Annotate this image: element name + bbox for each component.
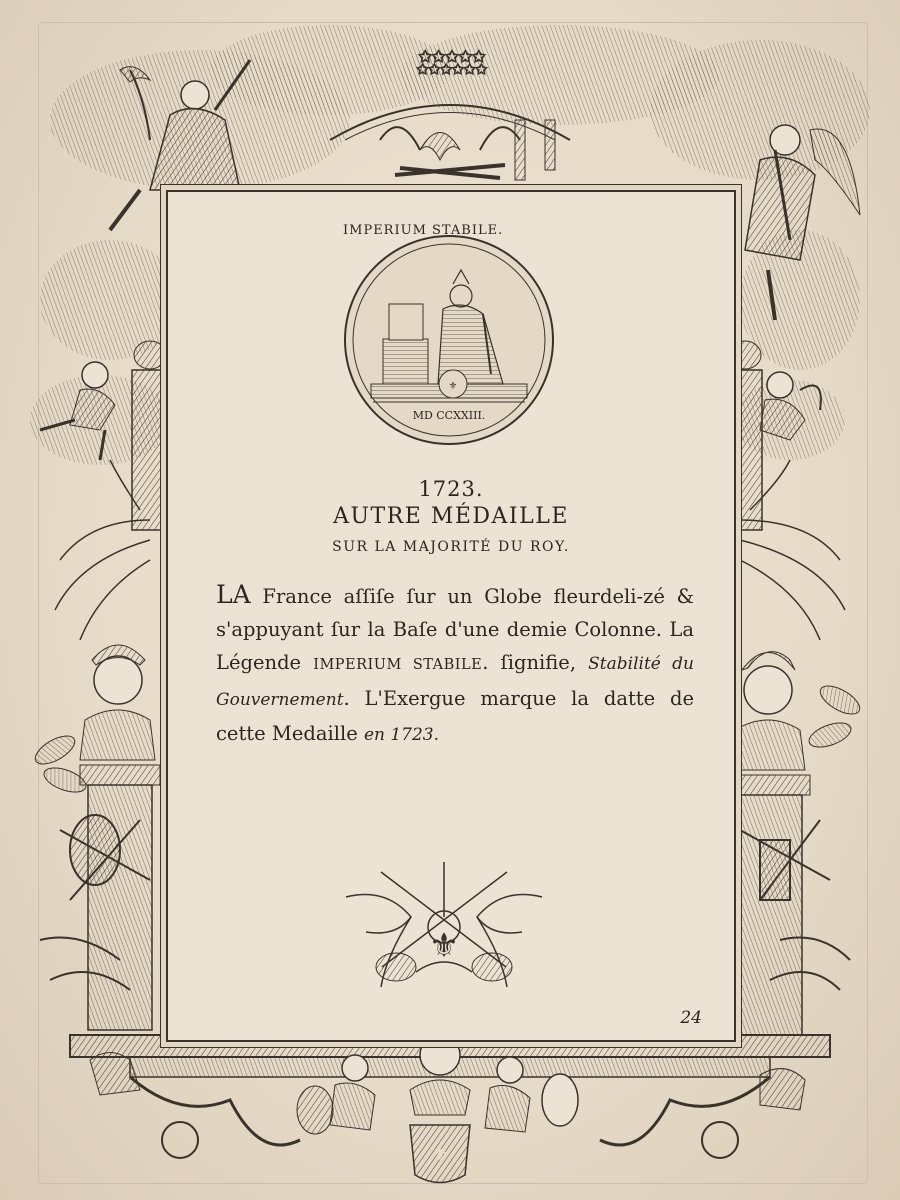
svg-text:⚜: ⚜ bbox=[448, 381, 458, 392]
description-paragraph bbox=[216, 578, 694, 752]
phoenix-on-pyre bbox=[380, 127, 520, 178]
svg-text:✩✩✩✩✩: ✩✩✩✩✩ bbox=[418, 47, 486, 66]
fleur-de-lis-ornament bbox=[326, 857, 562, 997]
legend-caps: IMPERIUM STABILE bbox=[313, 657, 483, 673]
svg-text:⚜: ⚜ bbox=[432, 1145, 448, 1164]
body-part-3: . L'Exergue marque la datte de cette Medaille bbox=[216, 687, 694, 745]
body-part-2: . ſignifie, bbox=[482, 651, 589, 674]
stars-crown bbox=[417, 47, 488, 78]
medal-year: 1723. bbox=[418, 477, 484, 501]
page-number: 24 bbox=[680, 1008, 702, 1028]
svg-text:✩✩✩✩✩✩: ✩✩✩✩✩✩ bbox=[416, 62, 488, 78]
text-panel bbox=[166, 190, 736, 1042]
column-left bbox=[132, 341, 168, 530]
medal-legend: IMPERIUM STABILE. bbox=[343, 223, 504, 238]
page-subtitle: SUR LA MAJORITÉ DU ROY. bbox=[332, 539, 570, 555]
medal-exergue: MD CCXXIII. bbox=[412, 409, 486, 422]
italic-phrase: Stabilité du Gouvernement bbox=[216, 654, 695, 710]
body-part-1: France aſſiſe ſur un Globe fleurdeli-zé & s'appuyant ſur la Baſe d'une demie Colonne. La Légende bbox=[216, 585, 694, 674]
year-end: 1723. bbox=[384, 725, 440, 745]
drop-initial: LA bbox=[216, 580, 251, 609]
page-title: AUTRE MÉDAILLE bbox=[333, 504, 569, 529]
svg-text:⚜: ⚜ bbox=[428, 926, 460, 966]
medal-illustration bbox=[343, 223, 555, 446]
italic-en: en bbox=[363, 725, 385, 745]
